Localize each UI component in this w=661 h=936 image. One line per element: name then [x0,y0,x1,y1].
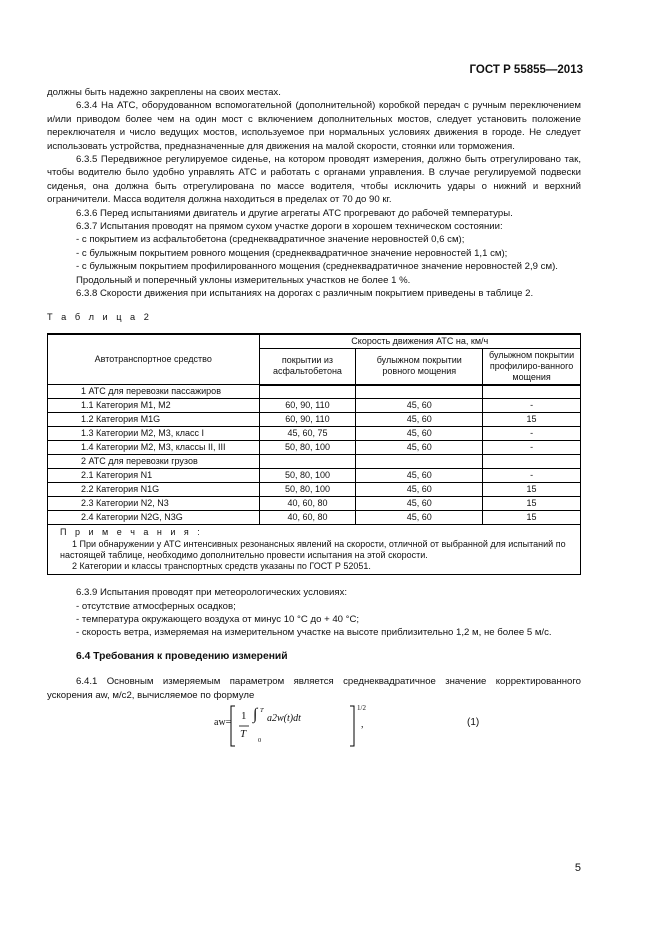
paragraph-6-3-6: 6.3.6 Перед испытаниями двигатель и другие агрегаты АТС прогревают до рабочей температуры. [76,207,513,219]
integral-upper: T [260,707,264,715]
row-label: 1 АТС для перевозки пассажиров [48,385,260,399]
col-header-even-paving: булыжном покрытии ровного мощения [356,348,483,385]
cell-profiled-paving [483,385,581,399]
table-row [48,399,581,413]
row-label: 2.4 Категории N2G, N3G [48,511,260,525]
table-notes [48,525,581,575]
table-row [48,441,581,455]
col-header-vehicle: Автотранспортное средство [48,334,260,385]
cell-profiled-paving: - [483,427,581,441]
row-label: 2.3 Категории N2, N3 [48,497,260,511]
integral-sign: ∫ [253,706,258,724]
row-label: 1.3 Категории M2, M3, класс I [48,427,260,441]
formula-denominator: T [240,728,247,741]
page-body [47,86,581,750]
row-label: 1.1 Категория M1, M2 [48,399,260,413]
cell-even-paving [356,455,483,469]
cell-asphalt: 50, 80, 100 [259,483,356,497]
section-title: 6.4 Требования к проведению измерений [76,650,288,662]
formula-power: 1/2 [357,704,366,713]
formula-1 [47,704,581,750]
col-header-profiled-paving: булыжном покрытии профилиро-ванного мощения [483,348,581,385]
cell-asphalt: 60, 90, 110 [259,399,356,413]
formula-integrand [267,711,301,725]
paragraph-6-3-7: 6.3.7 Испытания проводят на прямом сухом участке дороги в хорошем техническом состоянии: [76,221,503,233]
col-header-asphalt: покрытии из асфальтобетона [259,348,356,385]
formula-tail: , [361,719,364,731]
paragraph-slopes: Продольный и поперечный уклоны измерительных участков не более 1 %. [76,274,411,286]
table-caption: Т а б л и ц а 2 [47,311,152,322]
row-label: 1.2 Категория M1G [48,413,260,427]
list-item: - с покрытием из асфальтобетона (среднеквадратичное значение неровностей 0,6 см); [76,234,465,246]
cell-even-paving [356,385,483,399]
cell-profiled-paving: - [483,469,581,483]
cell-even-paving: 45, 60 [356,441,483,455]
speed-table [47,333,581,575]
cell-profiled-paving: - [483,441,581,455]
cell-profiled-paving: 15 [483,511,581,525]
cell-asphalt: 45, 60, 75 [259,427,356,441]
row-label: 2.1 Категория N1 [48,469,260,483]
paragraph: должны быть надежно закреплены на своих местах. [47,87,281,98]
notes-title: П р и м е ч а н и я : [60,527,203,538]
page-number: 5 [574,862,581,874]
cell-asphalt: 50, 80, 100 [259,441,356,455]
cell-asphalt: 50, 80, 100 [259,469,356,483]
formula-numerator: 1 [241,710,247,723]
paragraph-6-3-5: 6.3.5 Передвижное регулируемое сиденье, на котором проводят измерения, должно быть отрегулировано так, чтобы водителю было удобно управлять АТС и работать с органами управления. В случае регулируемой подвески сиденья, она должна быть отрегулирована по массе водителя, чтобы исключить удары о нижний и верхний ограничители. Масса водителя должна находиться в пределах от 70 до 90 кг. [47,154,581,206]
cell-asphalt: 60, 90, 110 [259,413,356,427]
table-row [48,511,581,525]
cell-profiled-paving [483,455,581,469]
document-code-header: ГОСТ Р 55855—2013 [469,64,583,76]
col-header-speed: Скорость движения АТС на, км/ч [259,334,580,349]
integrand-text: a2w(t)dt [267,713,301,725]
cell-even-paving: 45, 60 [356,511,483,525]
paragraph-6-3-4: 6.3.4 На АТС, оборудованном вспомогательной (дополнительной) коробкой передач с ручным переключением и/или приводом более чем на один мост с включением дополнительных мостов, следует установить положение переключателя и число ведущих мостов, используемое при нормальных условиях движения в городе. Не следует использовать устройства, предназначенные для движения на малой скорости, стоянки или торможения. [47,100,581,152]
cell-asphalt: 40, 60, 80 [259,511,356,525]
cell-even-paving: 45, 60 [356,483,483,497]
list-item: - температура окружающего воздуха от минус 10 °С до + 40 °С; [76,614,360,626]
paragraph-6-3-9: 6.3.9 Испытания проводят при метеорологических условиях: [76,587,348,599]
table-row [48,413,581,427]
table-row [48,455,581,469]
formula-number: (1) [467,717,480,729]
cell-profiled-paving: - [483,399,581,413]
list-item: - с булыжным покрытием ровного мощения (среднеквадратичное значение неровностей 1,1 см); [76,247,508,259]
list-item: - скорость ветра, измеряемая на измерительном участке на высоте приблизительно 1,2 м, не более 5 м/с. [76,627,552,639]
paragraph-6-3-8: 6.3.8 Скорости движения при испытаниях на дорогах с различным покрытием приведены в таблице 2. [76,288,534,300]
list-item: - отсутствие атмосферных осадков; [76,600,236,612]
row-label: 2.2 Категория N1G [48,483,260,497]
cell-even-paving: 45, 60 [356,469,483,483]
cell-profiled-paving: 15 [483,413,581,427]
cell-profiled-paving: 15 [483,497,581,511]
note-2: 2 Категории и классы транспортных средств указаны по ГОСТ Р 52051. [72,561,371,572]
integral-lower: 0 [258,737,262,745]
row-label: 2 АТС для перевозки грузов [48,455,260,469]
table-row [48,469,581,483]
cell-even-paving: 45, 60 [356,427,483,441]
cell-profiled-paving: 15 [483,483,581,497]
cell-asphalt [259,385,356,399]
paragraph-6-4-1: 6.4.1 Основным измеряемым параметром является среднеквадратичное значение корректированного ускорения aw, м/с2, вычисляемое по формуле [47,676,581,701]
table-row [48,385,581,399]
note-1: 1 При обнаружении у АТС интенсивных резонансных явлений на скорости, отличной от выбранной для испытаний по настоящей таблице, необходимо дополнительно провести испытания на этой скорости. [60,538,566,560]
cell-asphalt [259,455,356,469]
list-item: - с булыжным покрытием профилированного мощения (среднеквадратичное значение неровностей 2,9 см). [76,261,558,273]
row-label: 1.4 Категории M2, M3, классы II, III [48,441,260,455]
cell-even-paving: 45, 60 [356,497,483,511]
cell-even-paving: 45, 60 [356,399,483,413]
cell-asphalt: 40, 60, 80 [259,497,356,511]
table-row [48,427,581,441]
table-row [48,483,581,497]
table-row [48,497,581,511]
cell-even-paving: 45, 60 [356,413,483,427]
formula-lhs: aw= [214,717,232,729]
